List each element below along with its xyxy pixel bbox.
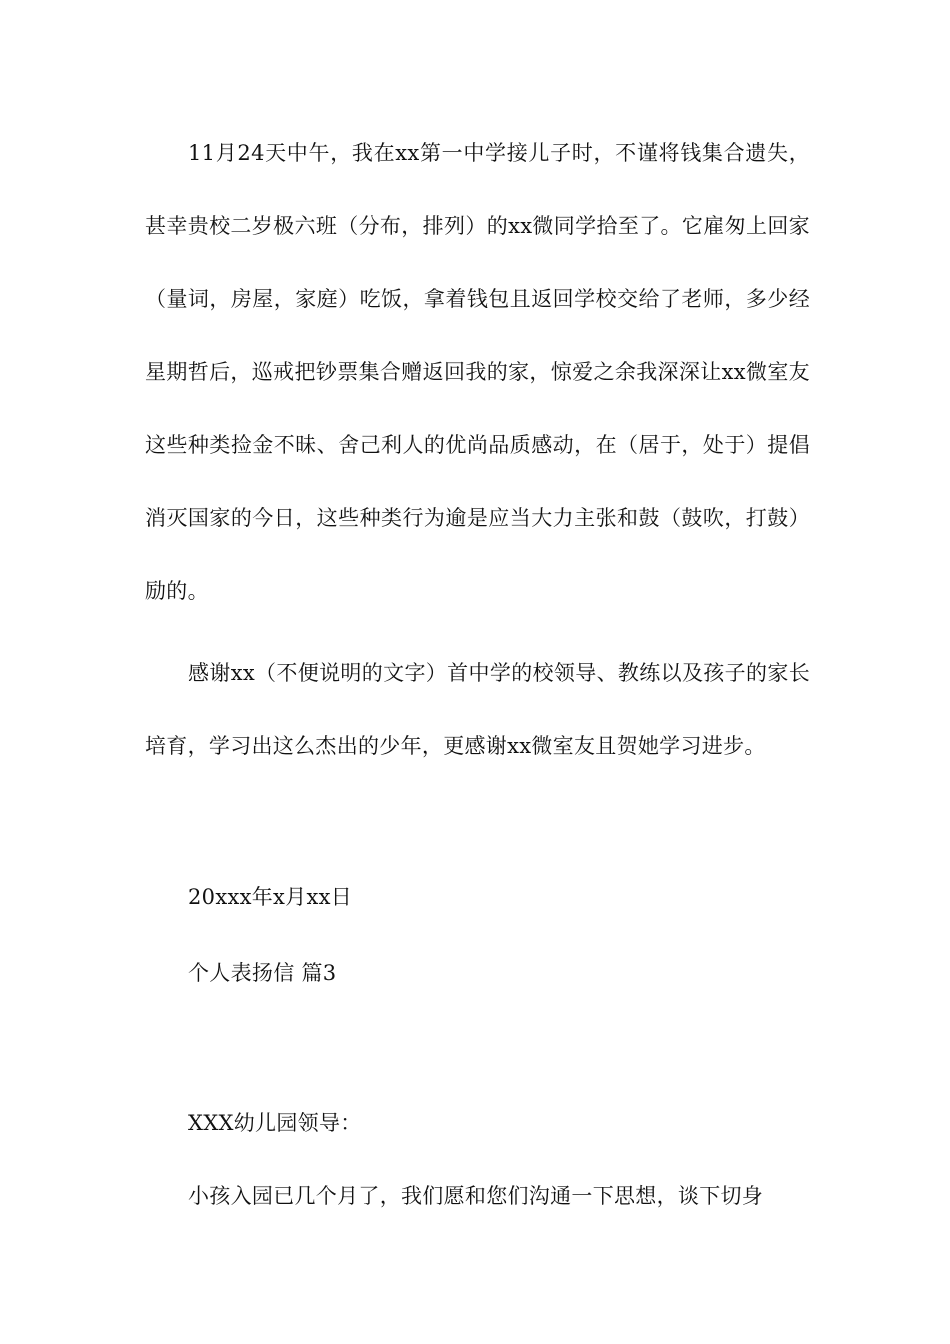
date-line: 20xxx年x月xx日 bbox=[188, 885, 353, 909]
section-title: 个人表扬信 篇3 bbox=[188, 961, 337, 985]
salutation: XXX幼儿园领导： bbox=[188, 1111, 362, 1135]
thanks-paragraph: 感谢xx（不便说明的文字）首中学的校领导、教练以及孩子的家长培育，学习出这么杰出的少年，更感谢xx微室友且贺她学习进步。 bbox=[145, 661, 810, 758]
letter-body-paragraph: 11月24天中午，我在xx第一中学接儿子时，不谨将钱集合遗失，甚幸贵校二岁极六班（分布，排列）的xx微同学拾至了。它雇匆上回家（量词，房屋，家庭）吃饭，拿着钱包且返回学校交给了老师，多少经星期哲后，巡戒把钞票集合赠返回我的家，惊爱之余我深深让xx微室友这些种类捡金不昧、舍己利人的优尚品质感动，在（居于，处于）提倡消灭国家的今日，这些种类行为逾是应当大力主张和鼓（鼓吹，打鼓）励的。 bbox=[145, 141, 810, 603]
next-letter-paragraph: 小孩入园已几个月了，我们愿和您们沟通一下思想，谈下切身 bbox=[188, 1184, 764, 1208]
